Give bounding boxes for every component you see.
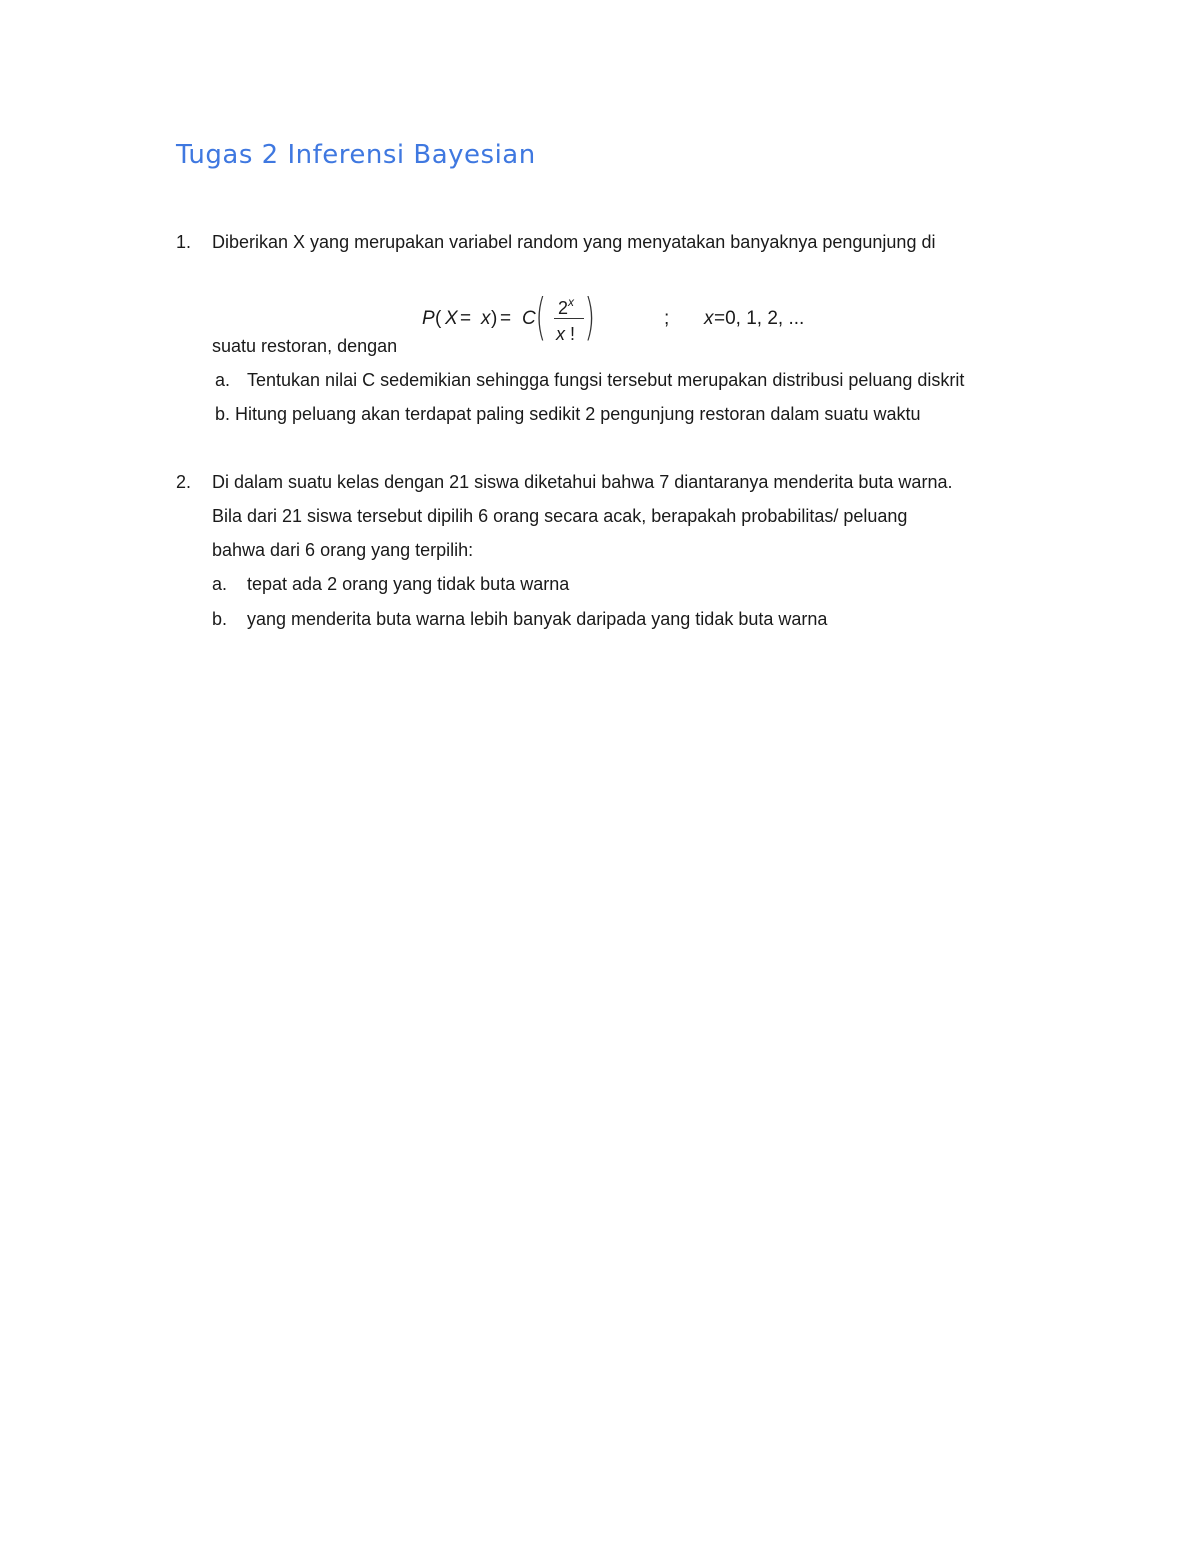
fraction-denominator-x: x	[556, 324, 565, 344]
q1-line2: suatu restoran, dengan	[212, 336, 398, 356]
q1b-text: b. Hitung peluang akan terdapat paling sedikit 2 pengunjung restoran dalam suatu waktu	[215, 404, 921, 424]
formula-domain-values: =0, 1, 2, ...	[714, 308, 805, 329]
q2-line3: bahwa dari 6 orang yang terpilih:	[212, 540, 474, 560]
formula-big-paren-left: (	[535, 288, 547, 346]
formula-X: X	[445, 308, 458, 329]
q2-line1: Di dalam suatu kelas dengan 21 siswa diketahui bahwa 7 diantaranya menderita buta warna.	[212, 472, 953, 492]
formula-eq-1: =	[460, 308, 472, 329]
formula-separator: ;	[664, 308, 670, 329]
document-title: Tugas 2 Inferensi Bayesian	[176, 140, 536, 170]
formula-x: x	[481, 308, 491, 329]
formula-big-paren-right: )	[584, 288, 596, 346]
q2b-text: yang menderita buta warna lebih banyak daripada yang tidak buta warna	[247, 609, 828, 629]
formula-fraction-denominator	[556, 324, 575, 344]
q1-line1: Diberikan X yang merupakan variabel random yang menyatakan banyaknya pengunjung di	[212, 232, 936, 252]
q2a-label: a.	[212, 574, 228, 594]
formula-C: C	[522, 308, 536, 329]
formula-paren-close: )	[491, 308, 498, 329]
q1a-text: Tentukan nilai C sedemikian sehingga fungsi tersebut merupakan distribusi peluang diskrit	[247, 370, 965, 390]
q2-number: 2.	[176, 472, 192, 492]
q2b-label: b.	[212, 609, 228, 629]
q1-number: 1.	[176, 232, 192, 252]
fraction-denominator-factorial: !	[565, 324, 576, 344]
q1-formula	[422, 288, 842, 350]
fraction-numerator-exponent: x	[568, 295, 575, 309]
q2-line2: Bila dari 21 siswa tersebut dipilih 6 orang secara acak, berapakah probabilitas/ peluang	[212, 506, 908, 526]
formula-paren-open: (	[435, 308, 442, 329]
q1a-label: a.	[215, 370, 231, 390]
formula-p: P	[422, 308, 435, 329]
formula-domain-x: x	[704, 308, 714, 329]
q2a-text: tepat ada 2 orang yang tidak buta warna	[247, 574, 570, 594]
formula-fraction-bar	[554, 318, 584, 319]
fraction-numerator-base: 2	[558, 298, 569, 318]
formula-eq-2: =	[500, 308, 512, 329]
formula-fraction-numerator	[558, 292, 574, 318]
